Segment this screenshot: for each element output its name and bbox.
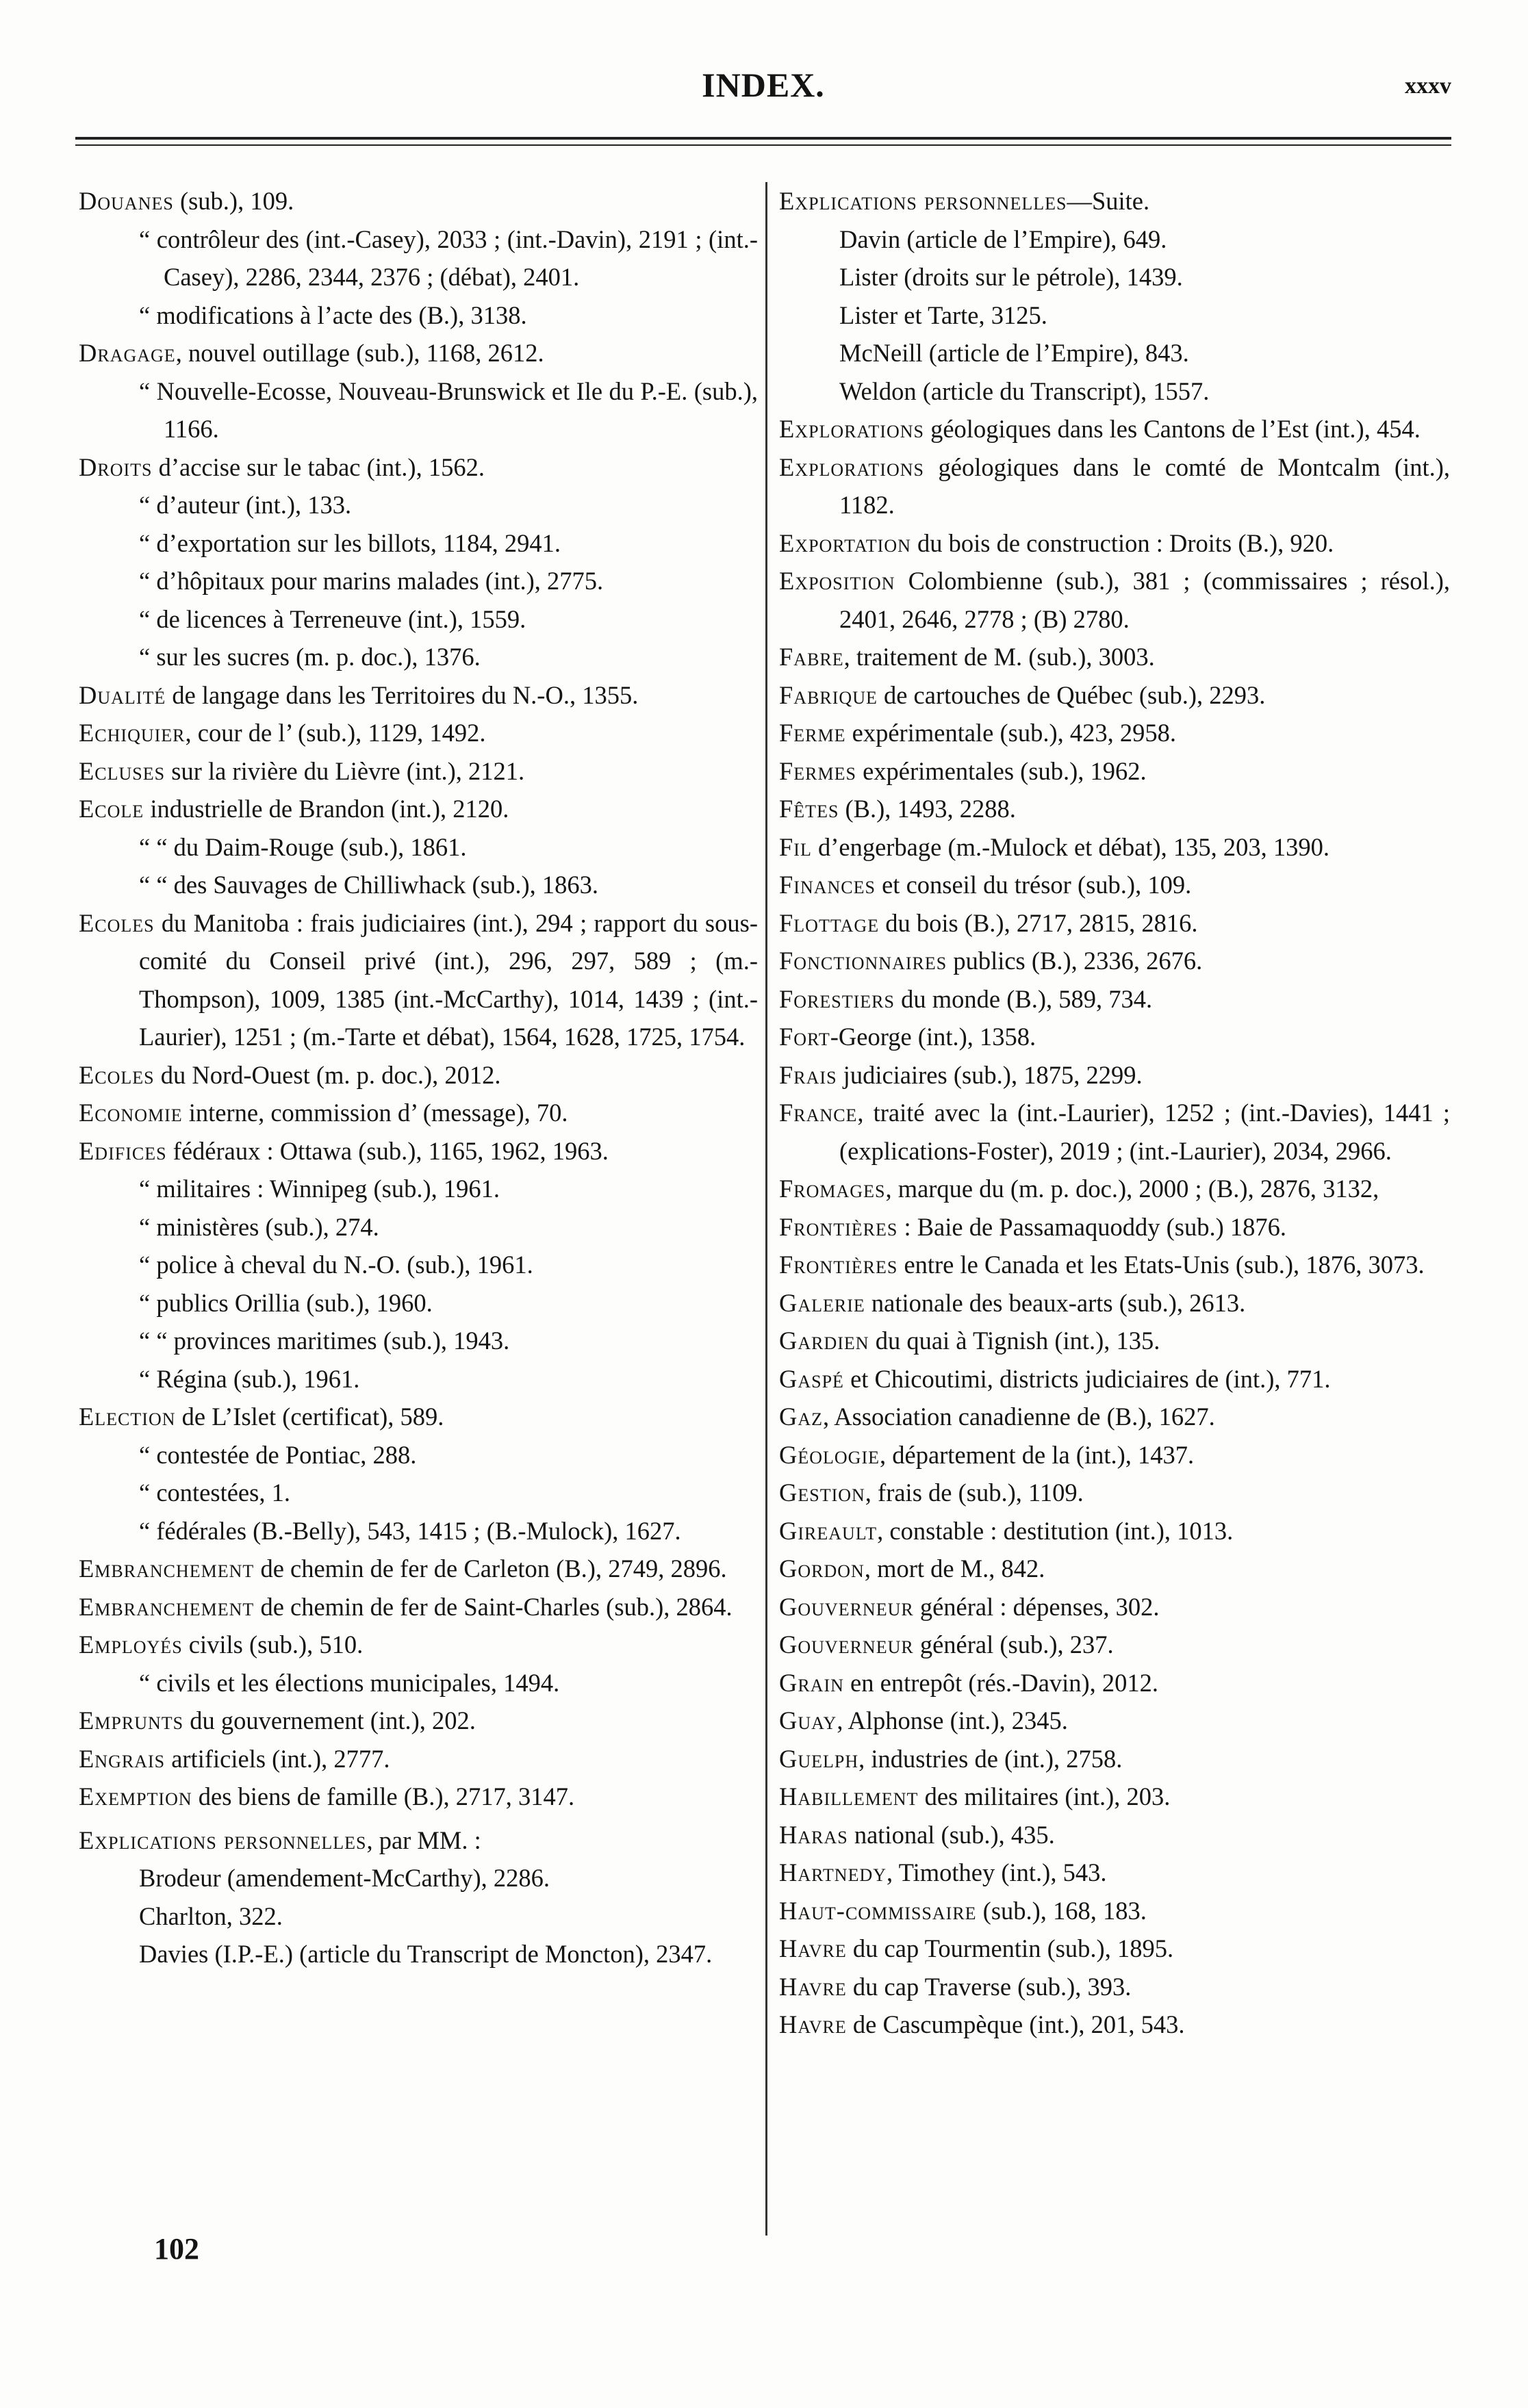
entry-heading: Guelph: [779, 1744, 859, 1773]
right-column: [779, 182, 1450, 2044]
entry-heading: Havre: [779, 2010, 847, 2038]
entry-text: géologiques dans les Cantons de l’Est (int.), 454.: [924, 415, 1421, 443]
entry-text: Lister (droits sur le pétrole), 1439.: [839, 263, 1183, 291]
entry-text: , frais de (sub.), 1109.: [865, 1478, 1084, 1507]
entry-text: “ de licences à Terreneuve (int.), 1559.: [139, 604, 526, 633]
index-entry: [79, 1246, 758, 1284]
entry-text: du Nord-Ouest (m. p. doc.), 2012.: [154, 1060, 501, 1089]
index-entry: [79, 600, 758, 639]
index-entry: [79, 372, 758, 448]
index-entry: [779, 2006, 1450, 2044]
entry-heading: Edifices: [79, 1136, 167, 1165]
entry-text: “ civils et les élections municipales, 1494.: [139, 1668, 560, 1697]
entry-text: -George (int.), 1358.: [830, 1023, 1036, 1051]
index-entry: [79, 1398, 758, 1436]
entry-heading: Frais: [779, 1060, 837, 1089]
entry-text: de chemin de fer de Carleton (B.), 2749, 2896.: [254, 1554, 727, 1583]
entry-text: Lister et Tarte, 3125.: [839, 300, 1047, 329]
index-entry: [79, 1322, 758, 1360]
index-entry: [79, 182, 758, 220]
index-entry: [79, 334, 758, 372]
index-entry: [779, 1740, 1450, 1778]
index-entry: [779, 714, 1450, 752]
index-entry: [79, 1474, 758, 1512]
entry-text: “ fédérales (B.-Belly), 543, 1415 ; (B.-Mulock), 1627.: [139, 1516, 681, 1545]
entry-text: géologiques dans le comté de Montcalm (int.), 1182.: [839, 452, 1450, 519]
entry-heading: Employés: [79, 1630, 183, 1658]
entry-heading: Engrais: [79, 1744, 166, 1773]
entry-text: du cap Tourmentin (sub.), 1895.: [846, 1934, 1174, 1962]
entry-heading: Explications personnelles: [79, 1826, 367, 1854]
index-entry: [79, 1512, 758, 1550]
entry-text: d’engerbage (m.-Mulock et débat), 135, 203, 1390.: [811, 832, 1329, 861]
entry-text: , nouvel outillage (sub.), 1168, 2612.: [175, 339, 544, 367]
entry-heading: Ecole: [79, 795, 144, 823]
index-entry: [779, 182, 1450, 220]
index-entry: [79, 1935, 758, 1973]
entry-text: de L’Islet (certificat), 589.: [175, 1402, 444, 1431]
entry-text: (sub.), 109.: [173, 187, 294, 215]
entry-text: “ “ des Sauvages de Chilliwhack (sub.), 1863.: [139, 871, 599, 899]
entry-text: interne, commission d’ (message), 70.: [182, 1099, 568, 1127]
entry-heading: Gardien: [779, 1327, 869, 1355]
entry-text: , Alphonse (int.), 2345.: [837, 1706, 1068, 1734]
entry-heading: Grain: [779, 1668, 844, 1697]
entry-heading: Ecoles: [79, 908, 155, 937]
index-entry: [779, 1930, 1450, 1968]
entry-heading: Ecoles: [79, 1060, 155, 1089]
entry-text: “ modifications à l’acte des (B.), 3138.: [139, 300, 527, 329]
index-entry: [79, 1284, 758, 1322]
entry-heading: Ecluses: [79, 756, 166, 785]
index-entry: [779, 1664, 1450, 1702]
entry-heading: Ferme: [779, 719, 846, 747]
entry-heading: Fil: [779, 832, 812, 861]
index-entry: [779, 1056, 1450, 1094]
roman-page-number: xxxv: [1405, 73, 1451, 99]
entry-heading: Exposition: [779, 567, 895, 595]
entry-text: , mort de M., 842.: [864, 1554, 1045, 1583]
index-entry: [779, 562, 1450, 638]
entry-text: , marque du (m. p. doc.), 2000 ; (B.), 2876, 3132,: [885, 1175, 1379, 1203]
entry-heading: Embranchement: [79, 1592, 255, 1621]
entry-text: du bois (B.), 2717, 2815, 2816.: [879, 908, 1198, 937]
entry-text: “ d’auteur (int.), 133.: [139, 491, 352, 519]
header-rule-thin: [75, 144, 1451, 146]
entry-text: “ ministères (sub.), 274.: [139, 1212, 379, 1241]
index-entry: [79, 296, 758, 335]
entry-text: de cartouches de Québec (sub.), 2293.: [877, 680, 1266, 709]
index-entry: [79, 1360, 758, 1398]
entry-text: Brodeur (amendement-McCarthy), 2286.: [139, 1864, 550, 1892]
entry-text: Charlton, 322.: [139, 1901, 283, 1930]
entry-text: et conseil du trésor (sub.), 109.: [875, 871, 1192, 899]
entry-text: publics (B.), 2336, 2676.: [947, 947, 1203, 975]
index-entry: [779, 942, 1450, 980]
page-header: [75, 65, 1451, 106]
entry-heading: Explications personnelles: [779, 187, 1067, 215]
index-entry: [779, 828, 1450, 867]
entry-text: en entrepôt (rés.-Davin), 2012.: [843, 1668, 1159, 1697]
entry-text: de Cascumpèque (int.), 201, 543.: [846, 2010, 1185, 2038]
entry-text: fédéraux : Ottawa (sub.), 1165, 1962, 1963.: [166, 1136, 609, 1165]
entry-text: artificiels (int.), 2777.: [165, 1744, 390, 1773]
index-entry: [79, 1094, 758, 1132]
entry-heading: Flottage: [779, 908, 880, 937]
index-entry: [779, 1550, 1450, 1588]
index-entry: [779, 448, 1450, 524]
index-entry: [779, 1208, 1450, 1246]
entry-heading: Embranchement: [79, 1554, 255, 1583]
index-entry: [79, 1897, 758, 1936]
entry-text: , cour de l’ (sub.), 1129, 1492.: [185, 719, 486, 747]
index-entry: [79, 1436, 758, 1474]
entry-text: , par MM. :: [366, 1826, 481, 1854]
entry-text: “ “ du Daim-Rouge (sub.), 1861.: [139, 832, 467, 861]
entry-heading: Habillement: [779, 1782, 919, 1810]
entry-text: : Baie de Passamaquoddy (sub.) 1876.: [897, 1212, 1287, 1241]
entry-heading: Explorations: [779, 415, 924, 443]
entry-text: Davin (article de l’Empire), 649.: [839, 225, 1167, 253]
index-entry: [79, 1821, 758, 1860]
index-entry: [779, 258, 1450, 296]
entry-heading: Emprunts: [79, 1706, 184, 1734]
entry-heading: Fabrique: [779, 680, 878, 709]
entry-text: et Chicoutimi, districts judiciaires de (int.), 771.: [843, 1364, 1331, 1393]
index-entry: [79, 1208, 758, 1246]
entry-heading: Fabre: [779, 643, 844, 671]
entry-heading: Gestion: [779, 1478, 865, 1507]
index-entry: [79, 1664, 758, 1702]
entry-text: sur la rivière du Lièvre (int.), 2121.: [165, 756, 525, 785]
index-entry: [779, 1284, 1450, 1322]
index-entry: [79, 752, 758, 791]
entry-heading: Gireault: [779, 1516, 878, 1545]
entry-text: McNeill (article de l’Empire), 843.: [839, 339, 1189, 367]
index-entry: [779, 1246, 1450, 1284]
index-entry: [79, 1132, 758, 1170]
entry-text: “ Régina (sub.), 1961.: [139, 1364, 360, 1393]
index-entry: [79, 828, 758, 867]
entry-heading: Haras: [779, 1820, 848, 1849]
entry-text: du Manitoba : frais judiciaires (int.), 294 ; rapport du sous-comité du Conseil privé (int.), 296, 297, 589 ; (m.-Thompson), 1009, 1385 (int.-McCarthy), 1014, 1439 ; (int.-Laurier), 1251 ; (m.-Tarte et débat), 1564, 1628, 1725, 1754.: [139, 908, 758, 1051]
index-entry: [79, 1702, 758, 1740]
index-entry: [779, 790, 1450, 828]
entry-heading: Fermes: [779, 756, 856, 785]
entry-text: , industries de (int.), 2758.: [858, 1744, 1123, 1773]
page-title: INDEX.: [702, 66, 825, 104]
entry-heading: Guay: [779, 1706, 837, 1734]
entry-text: du monde (B.), 589, 734.: [894, 984, 1153, 1013]
index-entry: [779, 1892, 1450, 1930]
entry-heading: Fromages: [779, 1175, 886, 1203]
entry-heading: Gaz: [779, 1402, 824, 1431]
index-entry: [79, 866, 758, 904]
index-entry: [79, 1588, 758, 1626]
index-entry: [779, 372, 1450, 411]
entry-text: , Association canadienne de (B.), 1627.: [823, 1402, 1215, 1431]
entry-heading: Fêtes: [779, 795, 839, 823]
index-entry: [779, 1702, 1450, 1740]
index-entry: [79, 714, 758, 752]
entry-heading: Hartnedy: [779, 1858, 887, 1886]
entry-heading: Echiquier: [79, 719, 186, 747]
entry-text: “ militaires : Winnipeg (sub.), 1961.: [139, 1175, 500, 1203]
entry-text: (B.), 1493, 2288.: [839, 795, 1016, 823]
entry-heading: Economie: [79, 1099, 183, 1127]
index-entry: [779, 1626, 1450, 1664]
entry-text: (sub.), 168, 183.: [976, 1896, 1147, 1925]
entry-text: “ contestée de Pontiac, 288.: [139, 1440, 417, 1469]
index-entry: [779, 1398, 1450, 1436]
index-entry: [779, 980, 1450, 1019]
entry-heading: France: [779, 1099, 858, 1127]
index-entry: [79, 1778, 758, 1816]
index-entry: [79, 790, 758, 828]
index-entry: [779, 1588, 1450, 1626]
index-entry: [779, 752, 1450, 791]
entry-text: “ publics Orillia (sub.), 1960.: [139, 1288, 433, 1317]
entry-text: , département de la (int.), 1437.: [880, 1440, 1195, 1469]
index-entry: [779, 676, 1450, 715]
index-entry: [779, 334, 1450, 372]
index-entry: [779, 1360, 1450, 1398]
entry-text: “ police à cheval du N.-O. (sub.), 1961.: [139, 1251, 533, 1279]
index-entry: [779, 1436, 1450, 1474]
entry-text: “ contestées, 1.: [139, 1478, 290, 1507]
index-entry: [79, 1626, 758, 1664]
entry-text: “ contrôleur des (int.-Casey), 2033 ; (int.-Davin), 2191 ; (int.-Casey), 2286, 2344, 2376 ; (débat), 2401.: [139, 225, 758, 291]
index-entry: [79, 1056, 758, 1094]
entry-heading: Dualité: [79, 680, 166, 709]
entry-heading: Finances: [779, 871, 876, 899]
entry-text: du quai à Tignish (int.), 135.: [869, 1327, 1160, 1355]
entry-text: Weldon (article du Transcript), 1557.: [839, 376, 1210, 405]
index-entry: [779, 1322, 1450, 1360]
index-entry: [779, 1854, 1450, 1892]
entry-heading: Exemption: [79, 1782, 192, 1810]
entry-text: , traité avec la (int.-Laurier), 1252 ; (int.-Davies), 1441 ; (explications-Foster), 2019 ; (int.-Laurier), 2034, 2966.: [839, 1099, 1450, 1165]
entry-text: “ “ provinces maritimes (sub.), 1943.: [139, 1327, 510, 1355]
entry-heading: Gouverneur: [779, 1592, 914, 1621]
entry-heading: Havre: [779, 1972, 847, 2001]
entry-text: , Timothey (int.), 543.: [887, 1858, 1107, 1886]
column-divider: [765, 182, 767, 2236]
index-entry: [779, 410, 1450, 448]
index-entry: [779, 1778, 1450, 1816]
index-entry: [79, 486, 758, 524]
entry-text: général : dépenses, 302.: [913, 1592, 1160, 1621]
entry-heading: Gouverneur: [779, 1630, 914, 1658]
entry-heading: Frontières: [779, 1251, 898, 1279]
entry-text: , constable : destitution (int.), 1013.: [877, 1516, 1234, 1545]
entry-text: “ sur les sucres (m. p. doc.), 1376.: [139, 643, 481, 671]
index-entry: [79, 524, 758, 563]
index-entry: [79, 220, 758, 296]
entry-text: , traitement de M. (sub.), 3003.: [843, 643, 1155, 671]
index-entry: [779, 866, 1450, 904]
entry-text: du bois de construction : Droits (B.), 920.: [911, 528, 1334, 557]
entry-text: judiciaires (sub.), 1875, 2299.: [837, 1060, 1143, 1089]
entry-text: nationale des beaux-arts (sub.), 2613.: [865, 1288, 1246, 1317]
entry-text: expérimentale (sub.), 423, 2958.: [845, 719, 1177, 747]
index-entry: [79, 1859, 758, 1897]
entry-text: national (sub.), 435.: [848, 1820, 1055, 1849]
entry-heading: Exportation: [779, 528, 911, 557]
entry-heading: Gaspé: [779, 1364, 844, 1393]
index-entry: [779, 904, 1450, 943]
entry-text: général (sub.), 237.: [913, 1630, 1114, 1658]
index-entry: [79, 1170, 758, 1208]
index-entry: [79, 676, 758, 715]
index-entry: [779, 220, 1450, 259]
entry-heading: Gordon: [779, 1554, 865, 1583]
index-entry: [79, 1550, 758, 1588]
index-entry: [779, 524, 1450, 563]
index-entry: [779, 638, 1450, 676]
index-entry: [79, 904, 758, 1056]
entry-heading: Fort: [779, 1023, 830, 1051]
entry-text: des biens de famille (B.), 2717, 3147.: [192, 1782, 575, 1810]
index-entry: [779, 1968, 1450, 2006]
index-entry: [779, 1018, 1450, 1056]
entry-text: du cap Traverse (sub.), 393.: [846, 1972, 1132, 2001]
index-entry: [79, 562, 758, 600]
entry-text: “ Nouvelle-Ecosse, Nouveau-Brunswick et Ile du P.-E. (sub.), 1166.: [139, 376, 758, 443]
entry-text: d’accise sur le tabac (int.), 1562.: [152, 452, 485, 481]
header-rule-thick: [75, 137, 1451, 140]
page-folio: 102: [154, 2232, 199, 2266]
entry-heading: Géologie: [779, 1440, 880, 1469]
entry-heading: Haut-commissaire: [779, 1896, 977, 1925]
index-entry: [779, 296, 1450, 335]
entry-heading: Droits: [79, 452, 153, 481]
entry-text: civils (sub.), 510.: [182, 1630, 364, 1658]
entry-heading: Dragage: [79, 339, 176, 367]
entry-heading: Havre: [779, 1934, 847, 1962]
entry-heading: Election: [79, 1402, 176, 1431]
index-entry: [779, 1474, 1450, 1512]
index-entry: [79, 638, 758, 676]
entry-text: —Suite.: [1067, 187, 1150, 215]
index-entry: [79, 1740, 758, 1778]
entry-text: de langage dans les Territoires du N.-O., 1355.: [166, 680, 639, 709]
entry-text: du gouvernement (int.), 202.: [183, 1706, 476, 1734]
entry-heading: Douanes: [79, 187, 174, 215]
index-entry: [779, 1094, 1450, 1170]
index-entry: [779, 1816, 1450, 1854]
entry-text: de chemin de fer de Saint-Charles (sub.), 2864.: [254, 1592, 733, 1621]
index-entry: [79, 448, 758, 487]
entry-text: entre le Canada et les Etats-Unis (sub.), 1876, 3073.: [897, 1251, 1425, 1279]
entry-heading: Forestiers: [779, 984, 895, 1013]
entry-text: “ d’exportation sur les billots, 1184, 2941.: [139, 528, 561, 557]
index-entry: [779, 1512, 1450, 1550]
entry-heading: Explorations: [779, 452, 924, 481]
entry-text: des militaires (int.), 203.: [918, 1782, 1171, 1810]
entry-heading: Fonctionnaires: [779, 947, 947, 975]
left-column: [79, 182, 758, 1973]
index-entry: [779, 1170, 1450, 1208]
entry-text: Davies (I.P.-E.) (article du Transcript de Moncton), 2347.: [139, 1940, 713, 1968]
entry-text: expérimentales (sub.), 1962.: [856, 756, 1147, 785]
entry-heading: Galerie: [779, 1288, 865, 1317]
entry-text: Colombienne (sub.), 381 ; (commissaires ; résol.), 2401, 2646, 2778 ; (B) 2780.: [839, 567, 1450, 633]
entry-heading: Frontières: [779, 1212, 898, 1241]
entry-text: industrielle de Brandon (int.), 2120.: [144, 795, 509, 823]
entry-text: “ d’hôpitaux pour marins malades (int.), 2775.: [139, 567, 604, 595]
